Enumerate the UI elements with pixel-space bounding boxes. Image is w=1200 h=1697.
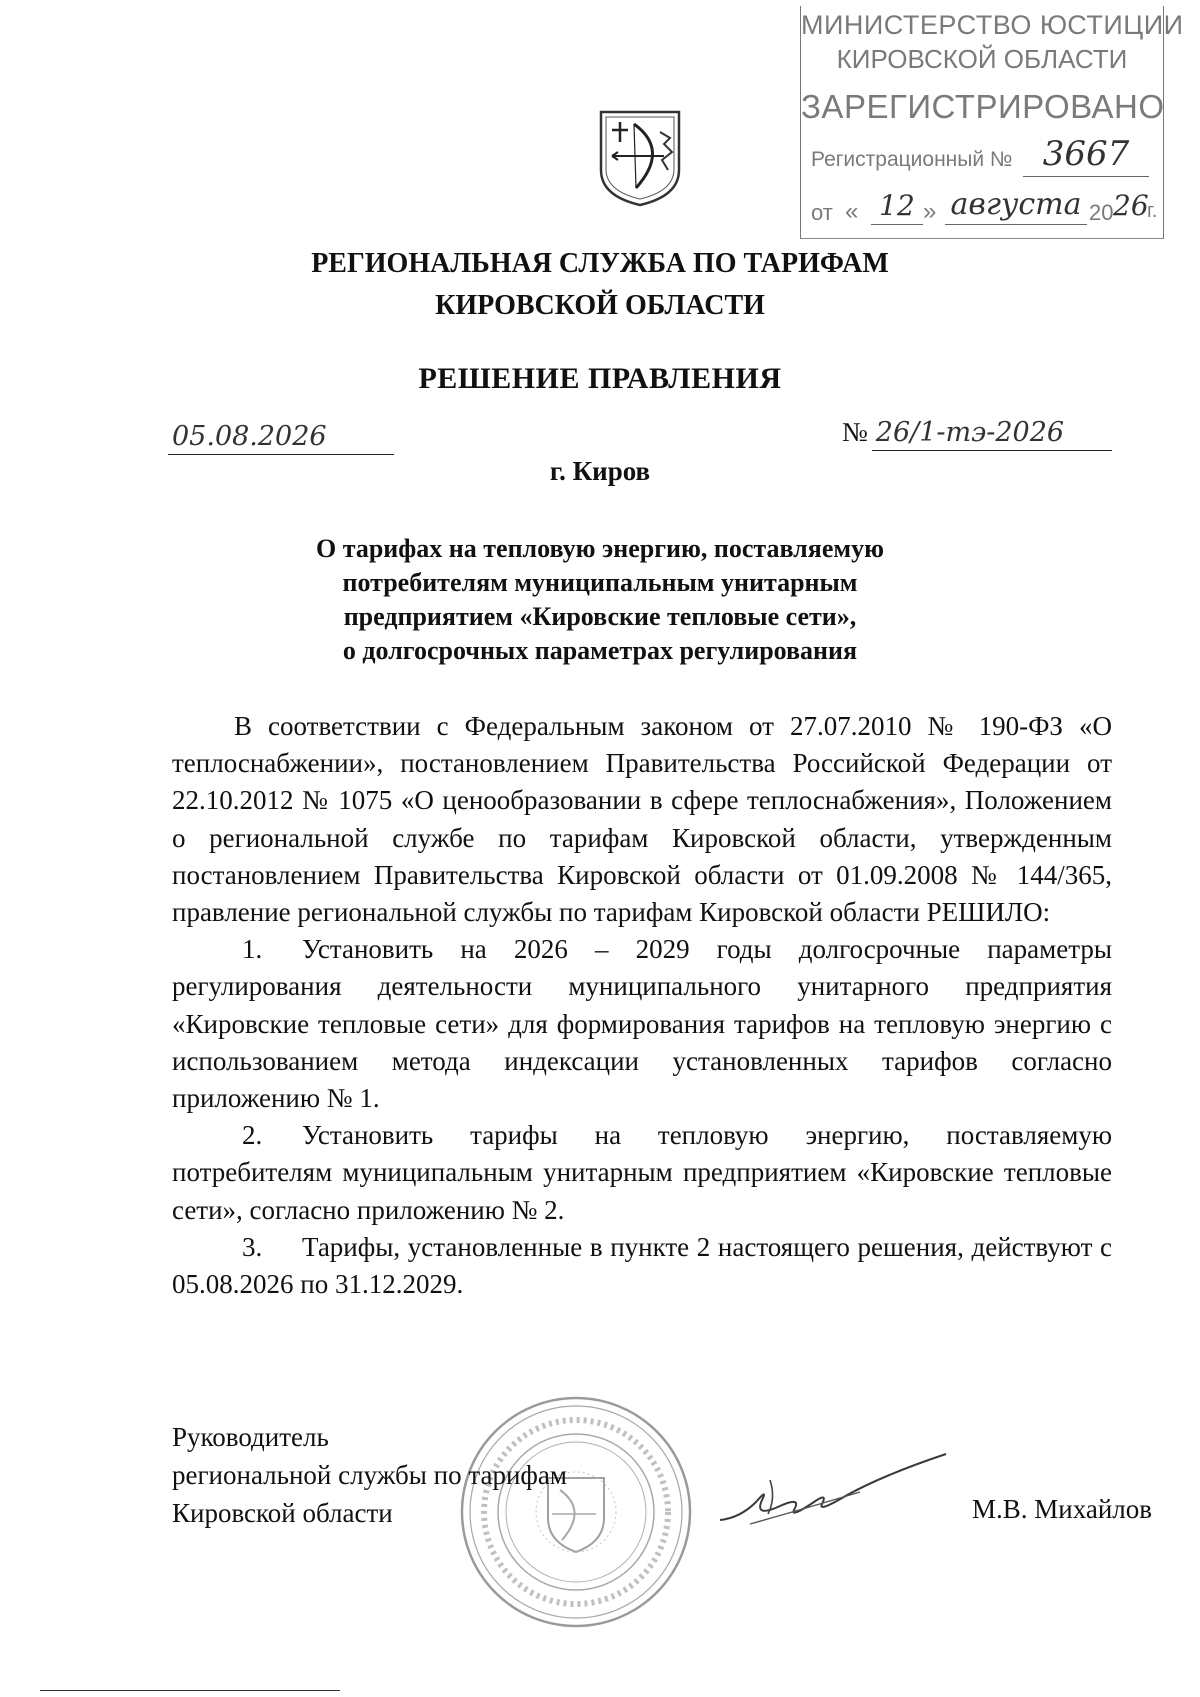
footer-divider bbox=[40, 1690, 340, 1691]
number-sign: № bbox=[842, 417, 868, 447]
stamp-date-year-prefix: 20 bbox=[1089, 200, 1114, 225]
stamp-ministry: МИНИСТЕРСТВО ЮСТИЦИИ bbox=[801, 10, 1184, 40]
decision-item bbox=[172, 1117, 1112, 1229]
preamble-paragraph: В соответствии с Федеральным законом от 27.07.2010 № 190-ФЗ «О теплоснабжении», постановлением Правительства Российской Федерации от 22.10.2012 № 1075 «О ценообразовании в сфере теплоснабжения», Положением о региональной службе по тарифам Кировской области, утвержденным постановлением Правительства Кировской области от 01.09.2008 № 144/365, правление региональной службы по тарифам Кировской области РЕШИЛО: bbox=[172, 711, 1112, 928]
stamp-date-row bbox=[811, 187, 1161, 234]
item-text: Тарифы, установленные в пункте 2 настоящего решения, действуют с 05.08.2026 по 31.12.2029. bbox=[172, 1231, 1112, 1300]
stamp-date-close-quote: » bbox=[923, 198, 937, 225]
stamp-status: ЗАРЕГИСТРИРОВАНО bbox=[801, 88, 1165, 125]
stamp-reg-number: 3667 bbox=[1023, 132, 1149, 177]
document-body bbox=[172, 708, 1112, 1303]
item-number: 3. bbox=[242, 1231, 263, 1262]
stamp-date-prefix: от bbox=[811, 200, 833, 225]
decision-item bbox=[172, 1229, 1112, 1303]
org-name-line1: РЕГИОНАЛЬНАЯ СЛУЖБА ПО ТАРИФАМ bbox=[311, 248, 889, 279]
handwritten-signature-icon bbox=[710, 1440, 950, 1540]
stamp-date-day: 12 bbox=[871, 188, 923, 225]
item-text: Установить тарифы на тепловую энергию, поставляемую потребителям муниципальным унитарным предприятием «Кировские тепловые сети», согласно приложению № 2. bbox=[172, 1120, 1112, 1225]
stamp-date-year-suffix: 26 bbox=[1113, 189, 1149, 222]
coat-of-arms-icon bbox=[598, 108, 682, 208]
signatory-title-line: региональной службы по тарифам bbox=[172, 1460, 567, 1490]
item-text: Установить на 2026 – 2029 годы долгосрочные параметры регулирования деятельности муниципального унитарного предприятия «Кировские тепловые сети» для формирования тарифов на тепловую энергию с использованием метода индексации установленных тарифов согласно приложению № 1. bbox=[172, 934, 1112, 1114]
org-name-line2: КИРОВСКОЙ ОБЛАСТИ bbox=[435, 290, 765, 321]
subject-line: О тарифах на тепловую энергию, поставляемую bbox=[316, 534, 884, 563]
document-type: РЕШЕНИЕ ПРАВЛЕНИЯ bbox=[418, 362, 782, 395]
subject-line: предприятием «Кировские тепловые сети», bbox=[343, 602, 857, 631]
signatory-title-line: Руководитель bbox=[172, 1422, 329, 1452]
document-subject bbox=[0, 532, 1200, 668]
stamp-reg-number-label: Регистрационный № bbox=[811, 148, 1013, 171]
stamp-date-suffix: г. bbox=[1147, 200, 1158, 222]
stamp-region: КИРОВСКОЙ ОБЛАСТИ bbox=[836, 44, 1128, 74]
document-number: 26/1-тэ-2026 bbox=[872, 416, 1112, 451]
signatory-title bbox=[172, 1418, 567, 1532]
document-date: 05.08.2026 bbox=[168, 420, 394, 455]
registration-stamp bbox=[800, 6, 1184, 239]
subject-line: о долгосрочных параметрах регулирования bbox=[342, 636, 858, 665]
stamp-date-month: августа bbox=[945, 186, 1087, 225]
item-number: 1. bbox=[242, 934, 263, 965]
city: г. Киров bbox=[549, 456, 651, 486]
stamp-date-open-quote: « bbox=[845, 198, 859, 225]
subject-line: потребителям муниципальным унитарным bbox=[342, 568, 858, 597]
decision-item bbox=[172, 931, 1112, 1117]
item-number: 2. bbox=[242, 1120, 263, 1151]
signatory-title-line: Кировской области bbox=[172, 1498, 393, 1528]
signatory-name: М.В. Михайлов bbox=[972, 1494, 1153, 1524]
document-number-field bbox=[842, 416, 1112, 451]
